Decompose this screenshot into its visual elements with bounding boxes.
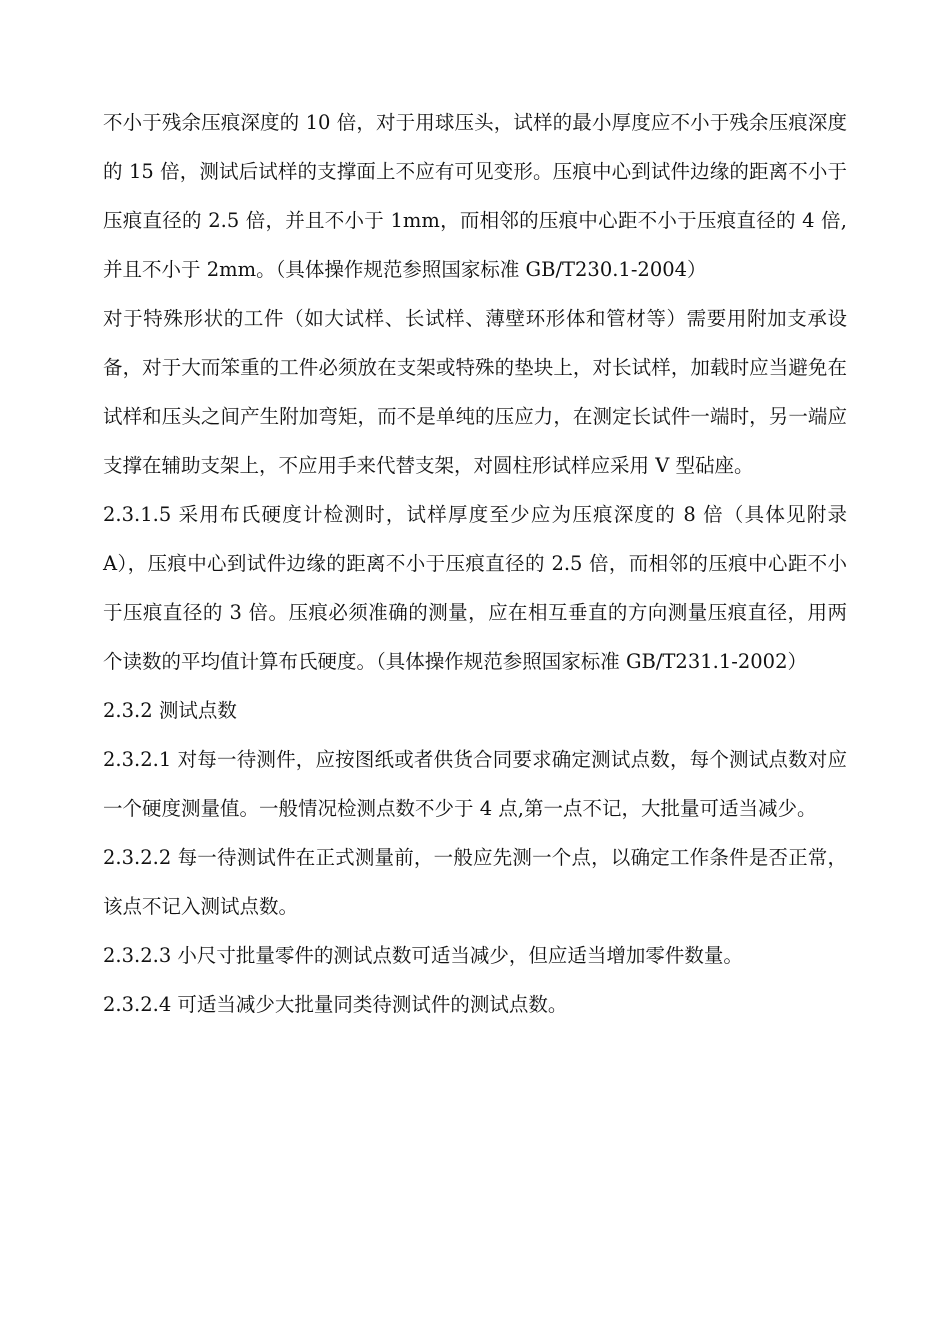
paragraph-2-3-2-1: 2.3.2.1 对每一待测件，应按图纸或者供货合同要求确定测试点数，每个测试点数对应一个硬度测量值。一般情况检测点数不少于 4 点,第一点不记，大批量可适当减少。 — [103, 748, 847, 820]
paragraph-2-3-2-3: 2.3.2.3 小尺寸批量零件的测试点数可适当减少，但应适当增加零件数量。 — [103, 944, 743, 967]
paragraph-brinell-hardness: 2.3.1.5 采用布氏硬度计检测时，试样厚度至少应为压痕深度的 8 倍（具体见附录 A），压痕中心到试件边缘的距离不小于压痕直径的 2.5 倍，而相邻的压痕中心距不小于压痕直径的 3 倍。压痕必须准确的测量，应在相互垂直的方向测量压痕直径，用两个读数的平均值计算布氏硬度。（具体操作规范参照国家标准 GB/T231.1-2002） — [103, 503, 847, 673]
document-page — [103, 98, 847, 1029]
paragraph-special-shape-workpieces: 对于特殊形状的工件（如大试样、长试样、薄壁环形体和管材等）需要用附加支承设备，对于大而笨重的工件必须放在支架或特殊的垫块上，对长试样，加载时应当避免在试样和压头之间产生附加弯矩，而不是单纯的压应力，在测定长试件一端时，另一端应支撑在辅助支架上，不应用手来代替支架，对圆柱形试样应采用 V 型砧座。 — [103, 307, 847, 477]
paragraph-indentation-spacing: 不小于残余压痕深度的 10 倍，对于用球压头，试样的最小厚度应不小于残余压痕深度的 15 倍，测试后试样的支撑面上不应有可见变形。压痕中心到试件边缘的距离不小于压痕直径的 2.5 倍，并且不小于 1mm，而相邻的压痕中心距不小于压痕直径的 4 倍, 并且不小于 2mm。（具体操作规范参照国家标准 GB/T230.1-2004） — [103, 111, 847, 281]
section-heading-test-points: 2.3.2 测试点数 — [103, 699, 237, 722]
paragraph-2-3-2-2: 2.3.2.2 每一待测试件在正式测量前，一般应先测一个点，以确定工作条件是否正常，该点不记入测试点数。 — [103, 846, 847, 918]
paragraph-2-3-2-4: 2.3.2.4 可适当减少大批量同类待测试件的测试点数。 — [103, 993, 568, 1016]
